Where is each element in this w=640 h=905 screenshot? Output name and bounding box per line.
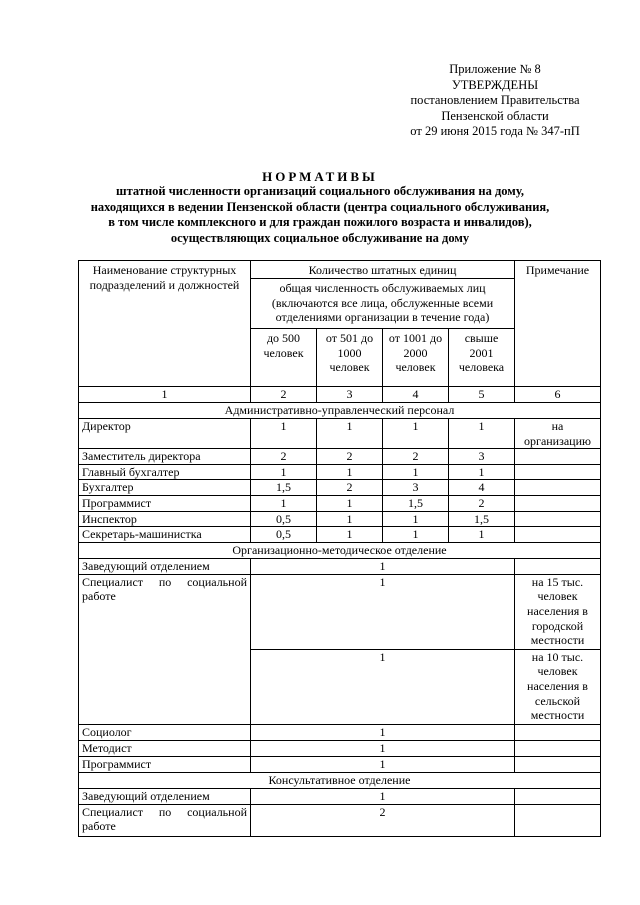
- row-name: Специалист по социальной: [82, 804, 247, 819]
- row-note: [515, 724, 601, 740]
- row-name: Директор: [79, 419, 251, 449]
- row-name: Специалист по социальной: [82, 574, 247, 589]
- row-value: 1,5: [251, 480, 317, 496]
- row-value: 1: [317, 527, 383, 543]
- row-value: 1: [251, 649, 515, 724]
- row-name-continued: работе: [82, 819, 116, 834]
- row-value: 1: [383, 511, 449, 527]
- row-value: 1: [383, 419, 449, 449]
- row-name: Методист: [79, 740, 251, 756]
- row-note: на 15 тыс. человек населения в городской местности: [515, 574, 601, 649]
- row-name: Программист: [79, 756, 251, 772]
- row-note: [515, 740, 601, 756]
- row-value: 2: [317, 449, 383, 465]
- row-value: 1,5: [449, 511, 515, 527]
- row-name: Инспектор: [79, 511, 251, 527]
- column-number: 6: [515, 387, 601, 403]
- row-name: Секретарь-машинистка: [79, 527, 251, 543]
- section-consultative: Консультативное отделение: [79, 772, 601, 788]
- header-col-3: от 501 до 1000 человек: [317, 329, 383, 387]
- section-admin: Административно-управленческий персонал: [79, 403, 601, 419]
- approval-block: [380, 62, 610, 140]
- row-value: 1: [251, 558, 515, 574]
- header-col-2: до 500 человек: [251, 329, 317, 387]
- row-value: 4: [449, 480, 515, 496]
- approval-date: от 29 июня 2015 года № 347-пП: [410, 124, 580, 139]
- approval-region: Пензенской области: [441, 108, 549, 123]
- row-name: Заместитель директора: [79, 449, 251, 465]
- row-value: 2: [383, 449, 449, 465]
- row-value: 1: [251, 419, 317, 449]
- approved-label: УТВЕРЖДЕНЫ: [451, 77, 539, 92]
- row-value: 1: [317, 511, 383, 527]
- title-heading: НОРМАТИВЫ: [262, 169, 378, 184]
- column-number: 5: [449, 387, 515, 403]
- header-served-persons: общая численность обслуживаемых лиц (включаются все лица, обслуженные всеми отделениями организации в течение года): [251, 279, 515, 329]
- row-value: 1: [449, 527, 515, 543]
- row-value: 1: [317, 419, 383, 449]
- header-col-4: от 1001 до 2000 человек: [383, 329, 449, 387]
- row-note: на организацию: [515, 419, 601, 449]
- title-line-4: осуществляющих социальное обслуживание на дому: [170, 230, 470, 245]
- row-value: 1: [317, 495, 383, 511]
- row-value: 3: [383, 480, 449, 496]
- column-number: 3: [317, 387, 383, 403]
- row-value: 3: [449, 449, 515, 465]
- row-note: [515, 756, 601, 772]
- approval-authority: постановлением Правительства: [410, 93, 580, 108]
- title-line-3: в том числе комплексного и для граждан пожилого возраста и инвалидов),: [108, 215, 532, 230]
- row-name: Заведующий отделением: [79, 788, 251, 804]
- row-value: 1: [251, 788, 515, 804]
- row-value: 1: [317, 464, 383, 480]
- row-value: 1: [449, 464, 515, 480]
- row-value: 1: [251, 756, 515, 772]
- staffing-table: [78, 260, 601, 837]
- row-note: [515, 495, 601, 511]
- row-name: Программист: [79, 495, 251, 511]
- row-note: [515, 480, 601, 496]
- row-note: [515, 511, 601, 527]
- row-value: 1: [251, 464, 317, 480]
- column-number: 1: [79, 387, 251, 403]
- row-note: [515, 558, 601, 574]
- header-name: Наименование структурных подразделений и должностей: [79, 261, 251, 387]
- document-title: [60, 169, 580, 246]
- appendix-number: Приложение № 8: [449, 62, 541, 76]
- row-note: [515, 788, 601, 804]
- row-name: Главный бухгалтер: [79, 464, 251, 480]
- section-methodology: Организационно-методическое отделение: [79, 542, 601, 558]
- row-name: Бухгалтер: [79, 480, 251, 496]
- title-line-2: находящихся в ведении Пензенской области (центра социального обслуживания,: [90, 199, 550, 214]
- row-value: 1: [251, 740, 515, 756]
- specialist-social-work: [79, 574, 251, 724]
- header-count: Количество штатных единиц: [251, 261, 515, 279]
- row-value: 1,5: [383, 495, 449, 511]
- row-value: 1: [251, 724, 515, 740]
- row-name: Заведующий отделением: [79, 558, 251, 574]
- row-name-continued: работе: [82, 589, 116, 604]
- row-note: на 10 тыс. человек населения в сельской местности: [515, 649, 601, 724]
- title-line-1: штатной численности организаций социального обслуживания на дому,: [116, 184, 524, 199]
- row-value: 2: [251, 449, 317, 465]
- row-note: [515, 464, 601, 480]
- row-value: 1: [383, 464, 449, 480]
- row-note: [515, 449, 601, 465]
- column-number: 4: [383, 387, 449, 403]
- row-note: [515, 527, 601, 543]
- row-value: 1: [251, 495, 317, 511]
- header-note: Примечание: [515, 261, 601, 387]
- row-value: 1: [449, 419, 515, 449]
- row-value: 2: [449, 495, 515, 511]
- row-note: [515, 804, 601, 836]
- row-value: 2: [251, 804, 515, 836]
- row-name: Социолог: [79, 724, 251, 740]
- column-number: 2: [251, 387, 317, 403]
- row-value: 1: [383, 527, 449, 543]
- row-value: 0,5: [251, 527, 317, 543]
- row-value: 2: [317, 480, 383, 496]
- row-value: 1: [251, 574, 515, 649]
- header-col-5: свыше 2001 человека: [449, 329, 515, 387]
- row-value: 0,5: [251, 511, 317, 527]
- specialist-social-work: [79, 804, 251, 836]
